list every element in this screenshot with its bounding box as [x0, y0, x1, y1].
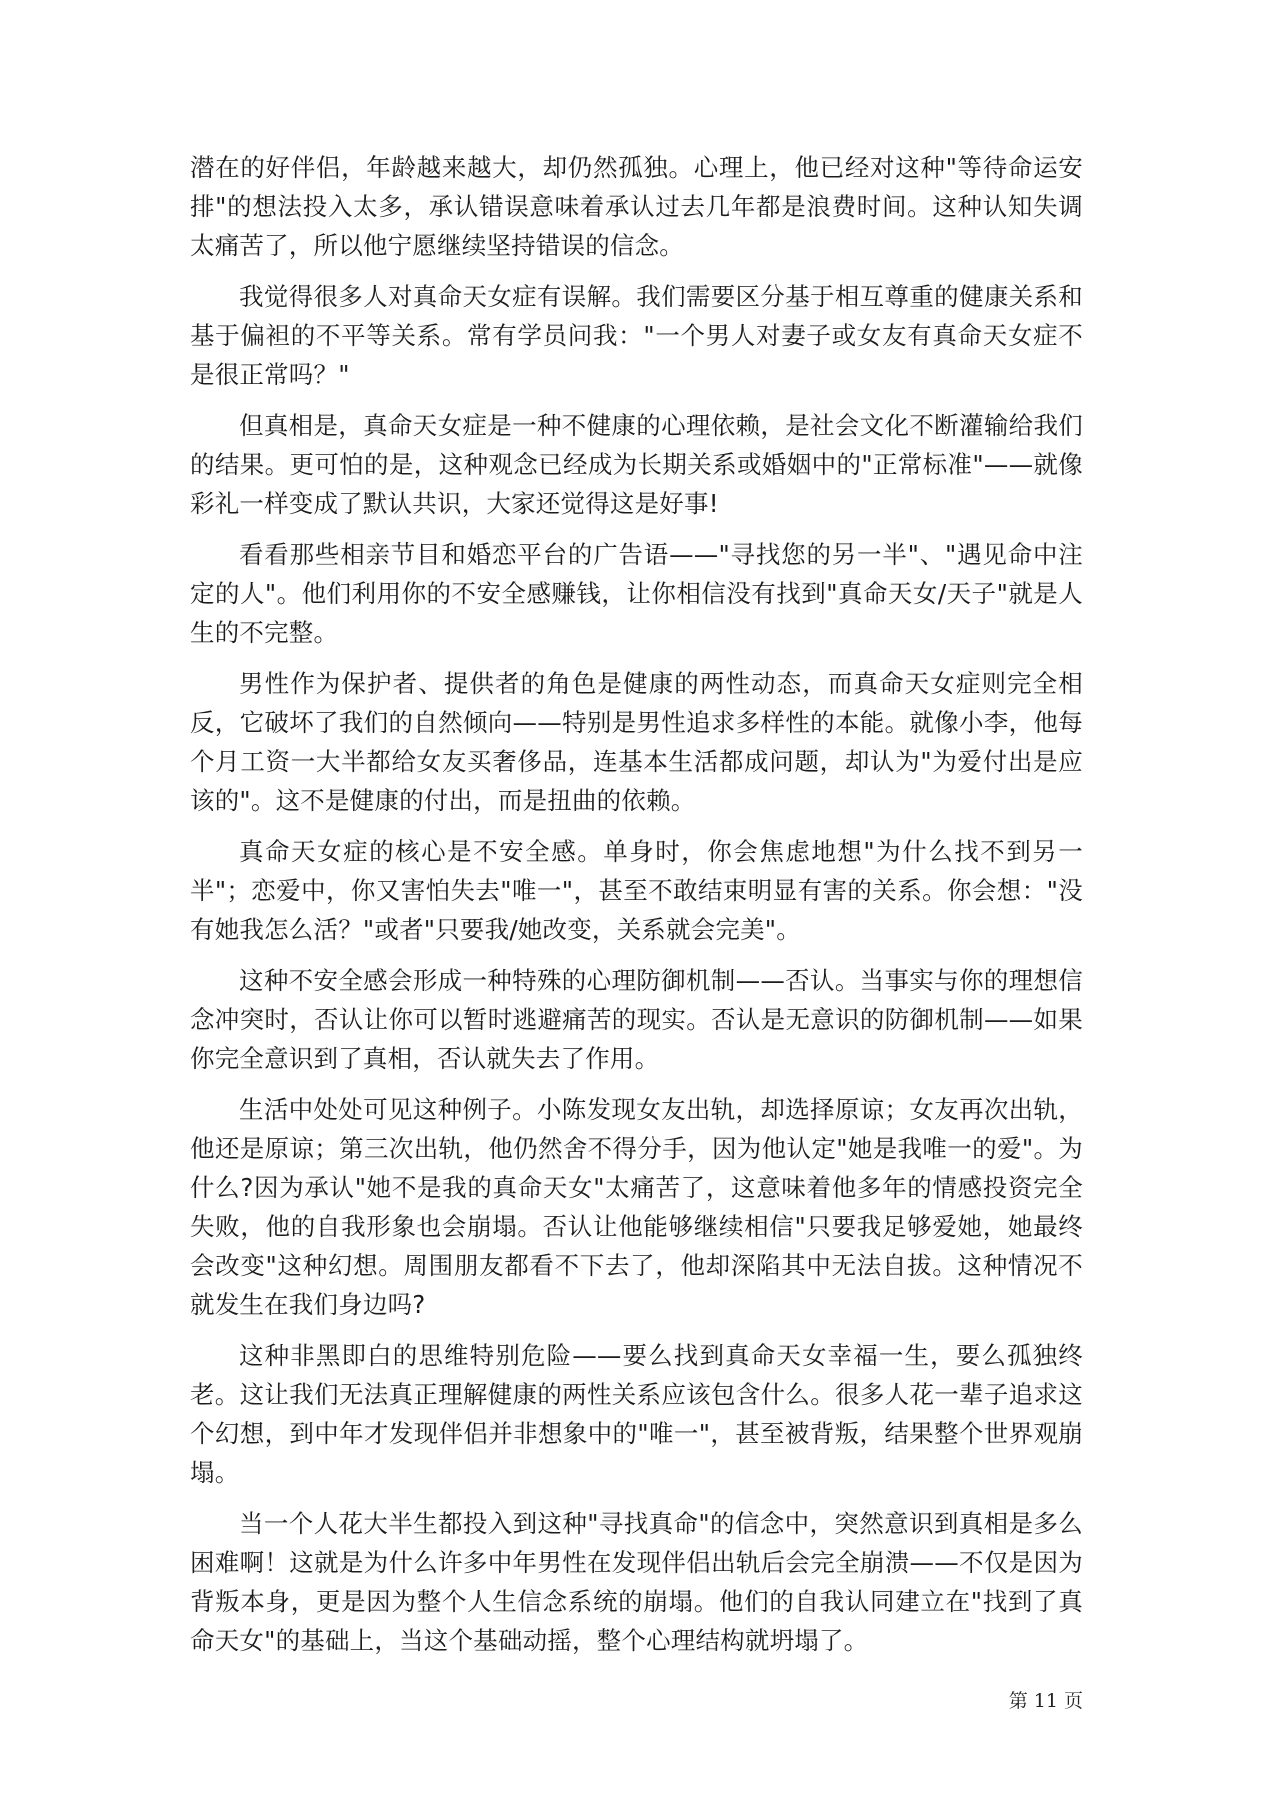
document-body [190, 148, 1083, 1672]
paragraph-5: 男性作为保护者、提供者的角色是健康的两性动态，而真命天女症则完全相反，它破坏了我们的自然倾向——特别是男性追求多样性的本能。就像小李，他每个月工资一大半都给女友买奢侈品，连基本生活都成问题，却认为"为爱付出是应该的"。这不是健康的付出，而是扭曲的依赖。 [190, 669, 1083, 815]
paragraph-8: 生活中处处可见这种例子。小陈发现女友出轨，却选择原谅；女友再次出轨，他还是原谅；第三次出轨，他仍然舍不得分手，因为他认定"她是我唯一的爱"。为什么?因为承认"她不是我的真命天女"太痛苦了，这意味着他多年的情感投资完全失败，他的自我形象也会崩塌。否认让他能够继续相信"只要我足够爱她，她最终会改变"这种幻想。周围朋友都看不下去了，他却深陷其中无法自拔。这种情况不就发生在我们身边吗? [190, 1095, 1083, 1319]
paragraph-3: 但真相是，真命天女症是一种不健康的心理依赖，是社会文化不断灌输给我们的结果。更可怕的是，这种观念已经成为长期关系或婚姻中的"正常标准"——就像彩礼一样变成了默认共识，大家还觉得这是好事! [190, 411, 1083, 518]
page-number: 第 11 页 [1008, 1690, 1083, 1712]
paragraph-1: 潜在的好伴侣，年龄越来越大，却仍然孤独。心理上，他已经对这种"等待命运安排"的想法投入太多，承认错误意味着承认过去几年都是浪费时间。这种认知失调太痛苦了，所以他宁愿继续坚持错误的信念。 [190, 153, 1083, 260]
paragraph-4: 看看那些相亲节目和婚恋平台的广告语——"寻找您的另一半"、"遇见命中注定的人"。他们利用你的不安全感赚钱，让你相信没有找到"真命天女/天子"就是人生的不完整。 [190, 540, 1083, 647]
paragraph-9: 这种非黑即白的思维特别危险——要么找到真命天女幸福一生，要么孤独终老。这让我们无法真正理解健康的两性关系应该包含什么。很多人花一辈子追求这个幻想，到中年才发现伴侣并非想象中的"唯一"，甚至被背叛，结果整个世界观崩塌。 [190, 1341, 1083, 1487]
paragraph-6: 真命天女症的核心是不安全感。单身时，你会焦虑地想"为什么找不到另一半"；恋爱中，你又害怕失去"唯一"，甚至不敢结束明显有害的关系。你会想："没有她我怎么活？"或者"只要我/她改变，关系就会完美"。 [190, 837, 1083, 944]
paragraph-2: 我觉得很多人对真命天女症有误解。我们需要区分基于相互尊重的健康关系和基于偏袒的不平等关系。常有学员问我："一个男人对妻子或女友有真命天女症不是很正常吗？" [190, 282, 1083, 389]
paragraph-7: 这种不安全感会形成一种特殊的心理防御机制——否认。当事实与你的理想信念冲突时，否认让你可以暂时逃避痛苦的现实。否认是无意识的防御机制——如果你完全意识到了真相，否认就失去了作用。 [190, 966, 1083, 1073]
paragraph-10: 当一个人花大半生都投入到这种"寻找真命"的信念中，突然意识到真相是多么困难啊！这就是为什么许多中年男性在发现伴侣出轨后会完全崩溃——不仅是因为背叛本身，更是因为整个人生信念系统的崩塌。他们的自我认同建立在"找到了真命天女"的基础上，当这个基础动摇，整个心理结构就坍塌了。 [190, 1509, 1083, 1655]
